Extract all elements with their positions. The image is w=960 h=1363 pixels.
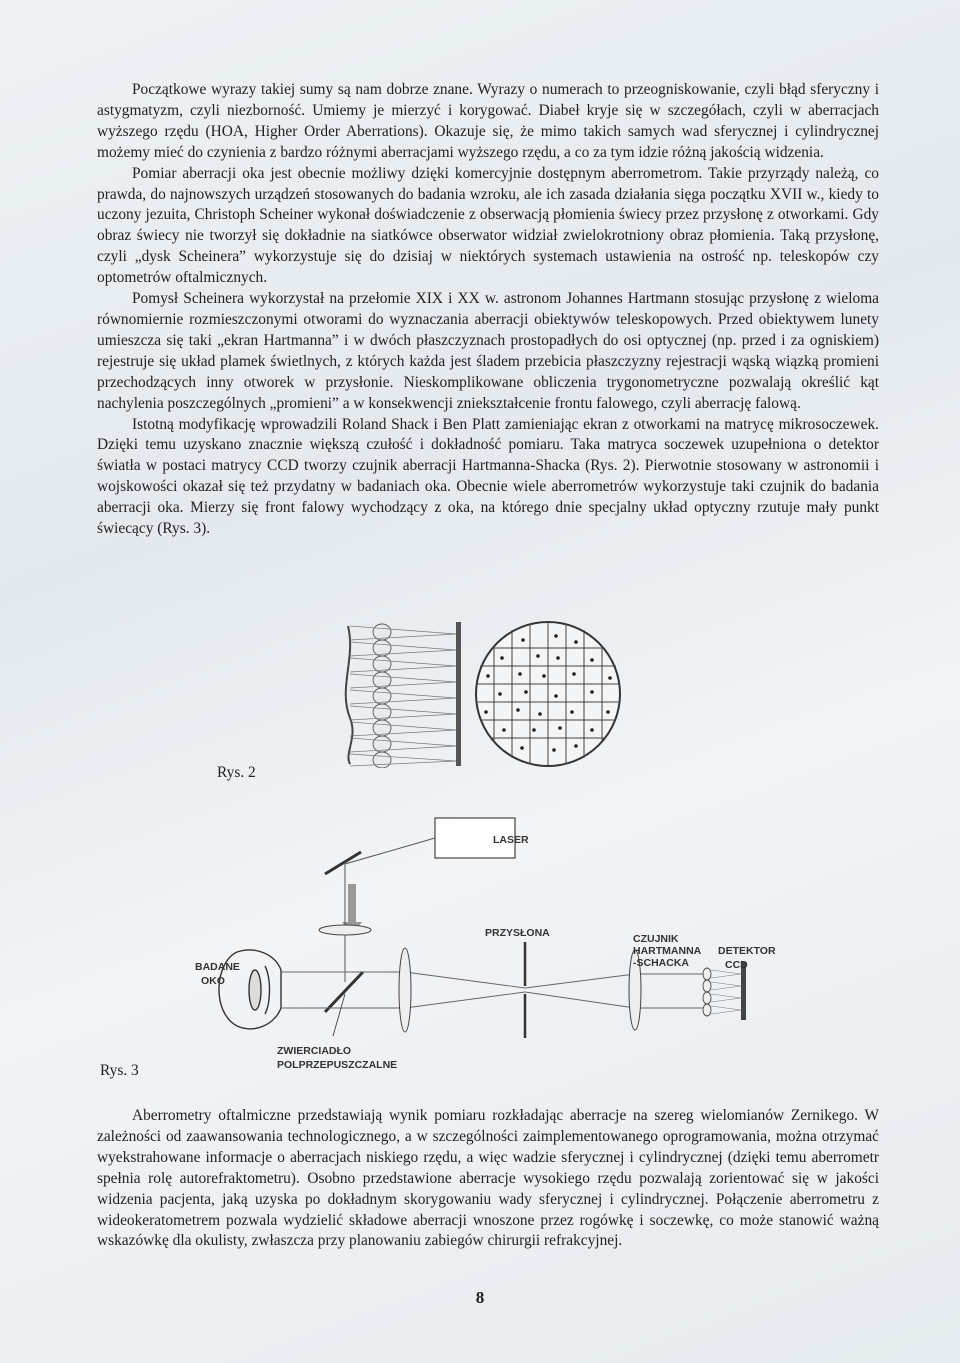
sensor-label-2: HARTMANNA — [633, 945, 702, 957]
figure-2-shack-hartmann-diagram — [330, 618, 630, 768]
aperture-label: PRZYSŁONA — [485, 927, 550, 939]
body-text-top — [97, 80, 879, 540]
mirror-label-1: ZWIERCIADŁO — [277, 1045, 352, 1057]
figure-3-caption: Rys. 3 — [100, 1062, 139, 1079]
microlens-array — [373, 624, 391, 768]
mirror-label-2: POLPRZEPUSZCZALNE — [277, 1059, 398, 1071]
detector-label-1: DETEKTOR — [718, 945, 776, 957]
lenslet-rays — [711, 970, 741, 1014]
half-silvered-mirror — [325, 972, 363, 1012]
paragraph: Początkowe wyrazy takiej sumy są nam dobrze znane. Wyrazy o numerach to przeogniskowanie, czyli błąd sferyczny i astygmatyzm, czyli niezborność. Umiemy je mierzyć i korygować. Diabeł kryje się w szczegółach, czyli w aberracjach wyższego rzędu (HOA, Higher Order Aberrations). Okazuje się, że mimo takich samych wad sferycznej i cylindrycznej możemy mieć do czynienia z bardzo różnymi aberracjami wyższego rzędu, a co za tym idzie różną jakością widzenia. — [97, 81, 879, 161]
wavefront-line — [346, 626, 353, 764]
ray-lines — [350, 626, 456, 766]
spot-pattern-grid — [476, 622, 620, 766]
sensor-label-3: -SCHACKA — [633, 957, 689, 969]
top-mirror — [325, 852, 361, 874]
paragraph: Pomysł Scheinera wykorzystał na przełomie XIX i XX w. astronom Johannes Hartmann stosując przysłonę z wieloma równomiernie rozmieszczonymi otworami do wyznaczania aberracji obiektywów teleskopowych. Przed obiektywem lunety umieszcza się taki „ekran Hartmanna” i w dwóch płaszczyznach prostopadłych do osi optycznej (np. przed i za ogniskiem) rejestruje się układ plamek świetlnych, z których każda jest śladem przebicia płaszczyzny rejestracji wąską wiązką promieni przechodzących inny otworek w przysłonie. Nieskomplikowane obliczenia trygonometryczne pozwalają określić kąt nachylenia poszczególnych „promieni” a w konsekwencji zniekształcenie frontu falowego, czyli aberrację falową. — [97, 290, 879, 412]
detector-label-2: CCD — [725, 959, 748, 971]
figure-3-aberrometer-diagram — [185, 812, 785, 1084]
body-text-bottom — [97, 1106, 879, 1252]
paragraph: Aberrometry oftalmiczne przedstawiają wynik pomiaru rozkładając aberracje na szereg wielomianów Zernikego. W zależności od zaawansowania technologicznego, a w szczególności zaimplementowanego oprogramowania, można otrzymać wyekstrahowane informacje o aberracjach niskiego rzędu, a więc wadzie sferycznej i cylindrycznej (dzięki temu aberrometr spełnia rolę autorefraktometru). Osobno przedstawione aberracje wysokiego rzędu pozwalają zorientować się w jakości widzenia pacjenta, jaką uzyska po dokładnym skorygowaniu wady sferycznej i cylindrycznej. Połączenie aberrometru z wideokeratometrem pozwala wydzielić składowe aberracji wnoszone przez rogówkę i soczewkę, co może stanowić ważną wskazówkę dla okulisty, zwłaszcza przy planowaniu zabiegów chirurgii refrakcyjnej. — [97, 1107, 879, 1250]
eye-label-1: BADANE — [195, 961, 240, 973]
figure-2-caption: Rys. 2 — [217, 764, 256, 781]
laser-beam — [345, 838, 435, 864]
paragraph: Istotną modyfikację wprowadzili Roland Shack i Ben Platt zamieniając ekran z otworkami na matrycę mikrosoczewek. Dzięki temu uzyskano znacznie większą czułość i dokładność pomiaru. Taka matryca soczewek uzupełniona o detektor światła w postaci matrycy CCD tworzy czujnik aberracji Hartmanna-Shacka (Rys. 2). Pierwotnie stosowany w astronomii i wojskowości okazał się też przydatny w badaniach oka. Obecnie wiele aberrometrów wykorzystuje taki czujnik do badania aberracji oka. Mierzy się front falowy wychodzący z oka, na którego dnie specjalny układ optyczny rzutuje mały punkt świecący (Rys. 3). — [97, 415, 879, 538]
relay-lens-1 — [399, 948, 411, 1032]
lenslet-array — [703, 968, 711, 1016]
laser-label: LASER — [493, 834, 529, 846]
eye-label-2: OKO — [201, 975, 225, 987]
focusing-lens — [319, 925, 371, 935]
paragraph: Pomiar aberracji oka jest obecnie możliwy dzięki komercyjnie dostępnym aberrometrom. Takie przyrządy należą, co prawda, do najnowszych urządzeń stosowanych do badania wzroku, ale ich zasada działania sięga początku XVII w., kiedy to uczony jezuita, Christoph Scheiner wykonał doświadczenie z obserwacją płomienia świecy przez przysłonę z otworkami. Gdy obraz świecy nie tworzył się dokładnie na siatkówce obserwator widział zwielokrotniony obraz płomienia. Taką przysłonę, czyli „dysk Scheinera” wykorzystuje się do dzisiaj w niektórych systemach ustawienia na ostrość np. teleskopów czy optometrów oftalmicznych. — [97, 164, 879, 287]
sensor-label-1: CZUJNIK — [633, 933, 679, 945]
detector-plane — [456, 622, 461, 766]
page-number: 8 — [475, 1288, 485, 1307]
